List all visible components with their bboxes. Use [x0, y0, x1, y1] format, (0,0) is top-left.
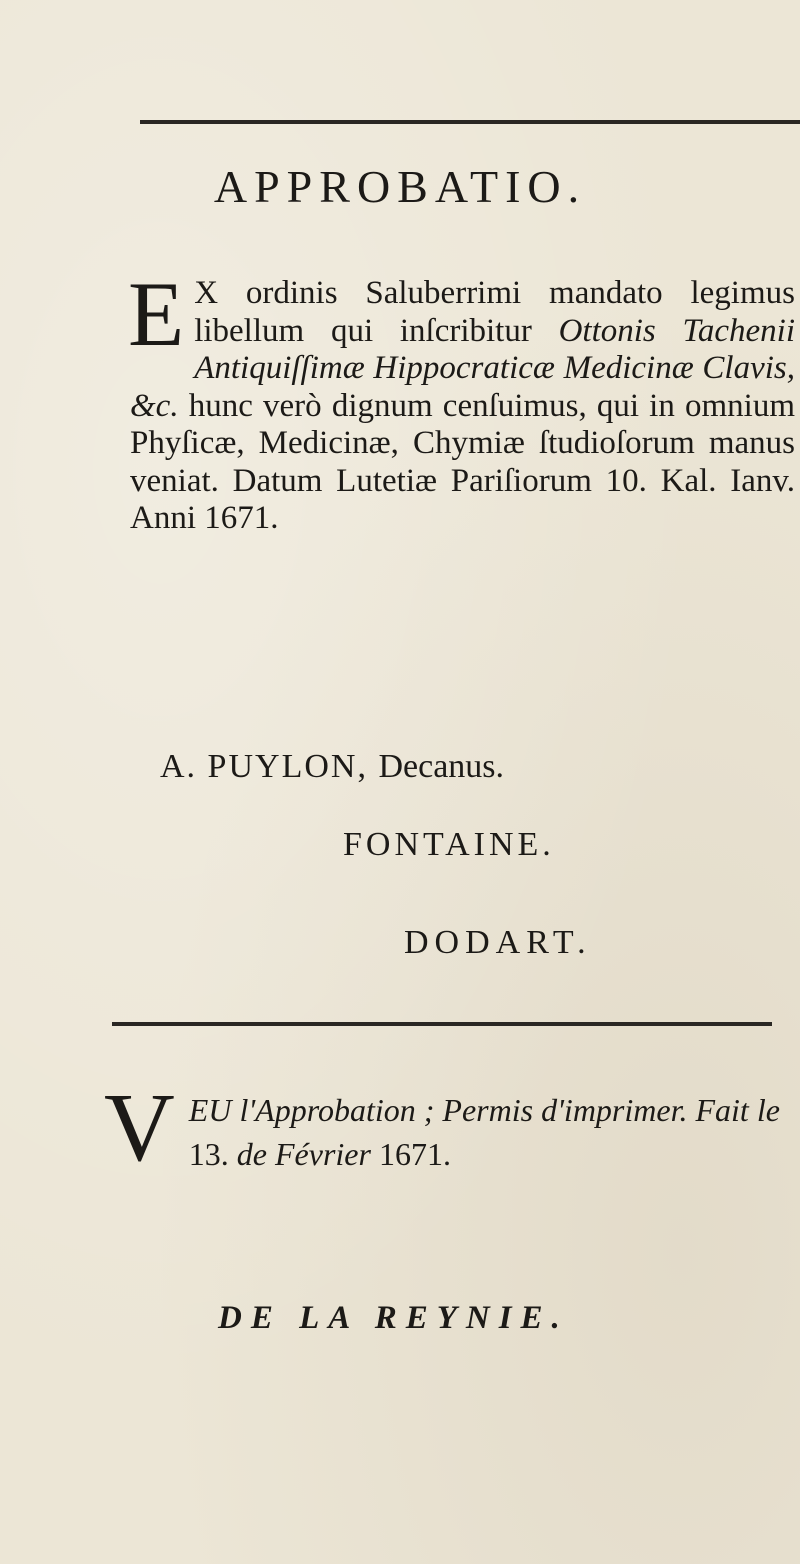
signature-puylon — [160, 748, 504, 786]
signature-puylon-title: Decanus. — [378, 748, 505, 785]
signer-de-la-reynie: DE LA REYNIE. — [218, 1300, 569, 1336]
book-title-italic: Ottonis Tachenii Antiquiſſimæ Hippocraticæ Medicinæ Clavis, &c. — [130, 312, 795, 424]
approbation-text-1: X ordinis Saluberrimi mandato legimus libellum qui inſcribitur — [194, 275, 795, 349]
middle-rule — [112, 1022, 772, 1026]
drop-cap-e: E — [128, 263, 185, 365]
permis-text-1: EU l'Approbation ; Permis d'imprimer. Fait le — [188, 1092, 780, 1128]
signature-dodart: DODART. — [404, 924, 592, 961]
page-title: APPROBATIO. — [213, 161, 587, 212]
permis-text-2: de Février — [228, 1136, 379, 1172]
top-rule — [140, 120, 800, 124]
permis-paragraph — [104, 1074, 794, 1182]
signature-fontaine: FONTAINE. — [343, 826, 555, 863]
signature-puylon-name: A. PUYLON, — [160, 748, 368, 785]
approbation-paragraph — [128, 263, 795, 538]
permis-year: 1671. — [378, 1136, 451, 1172]
drop-cap-v: V — [104, 1074, 175, 1182]
permis-day: 13. — [188, 1136, 229, 1172]
approbation-text-2: hunc verò dignum cenſuimus, qui in omnium Phyſicæ, Medicinæ, Chymiæ ſtudioſorum manus veniat. Datum Lutetiæ Pariſiorum 10. Kal. Ianv. Anni 1671. — [130, 387, 795, 536]
